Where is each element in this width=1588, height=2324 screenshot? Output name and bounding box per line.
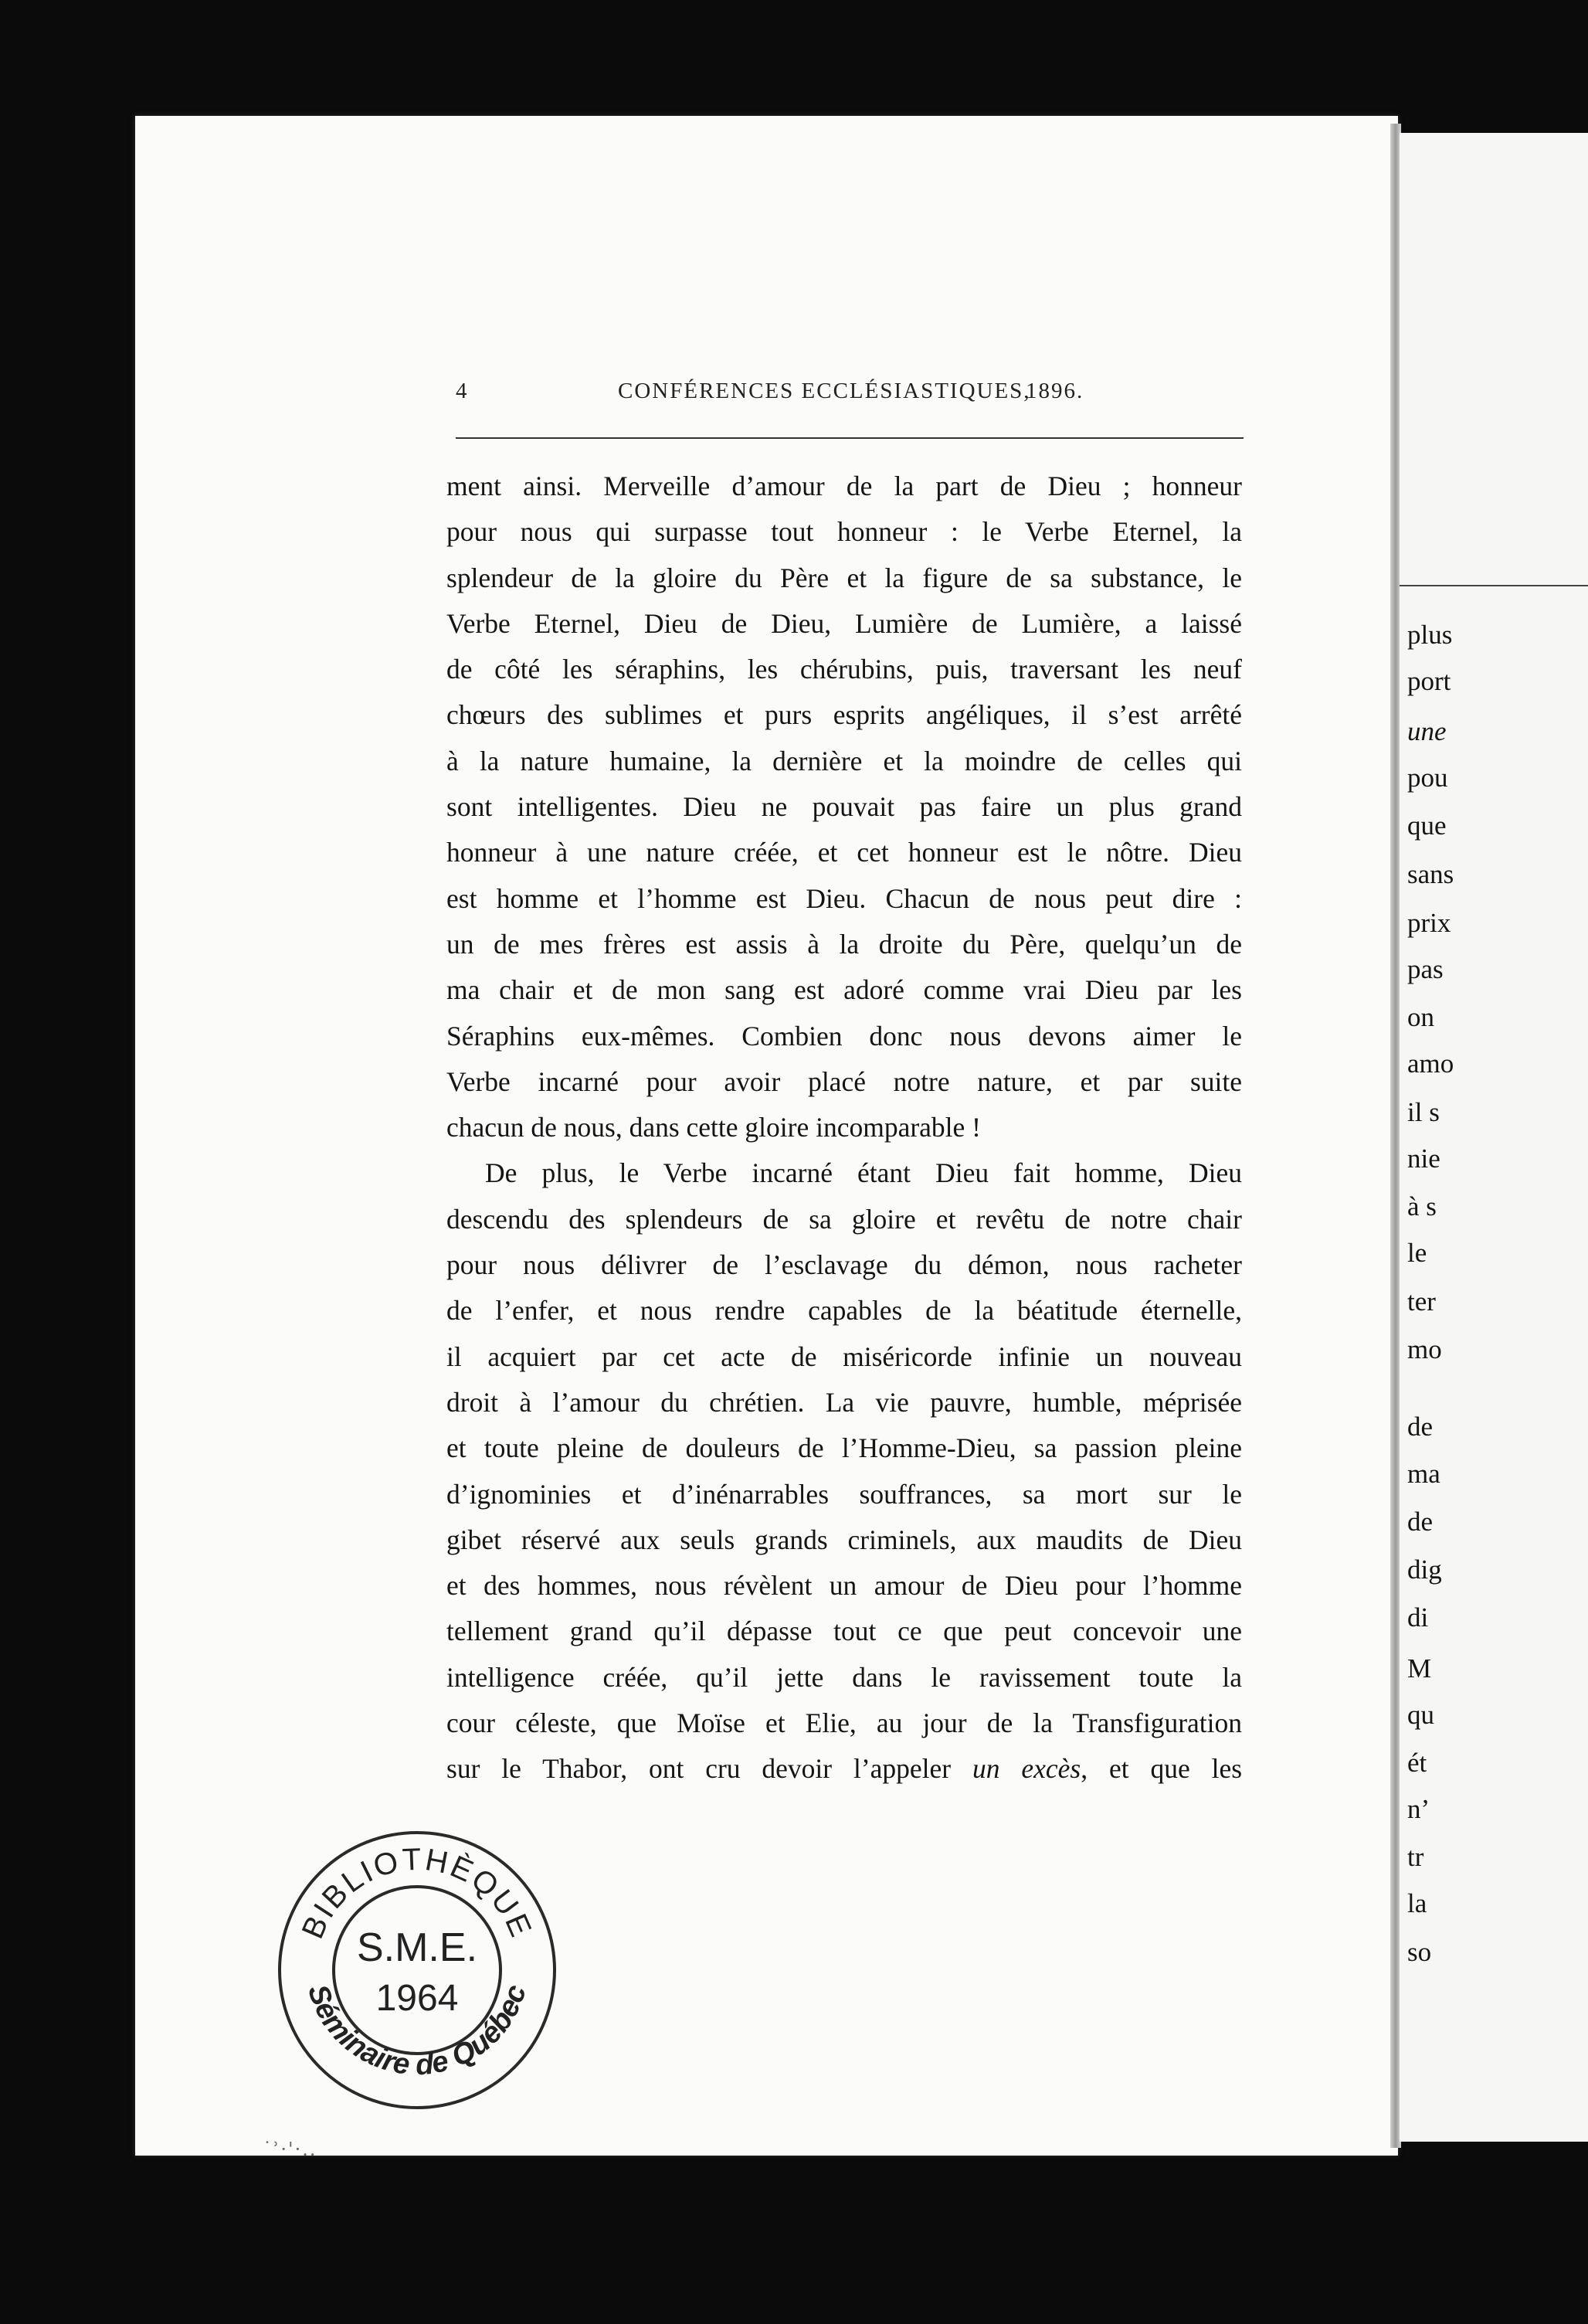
running-head-title: CONFÉRENCES ECCLÉSIASTIQUES, <box>618 379 1031 403</box>
right-page-fragment: prix <box>1407 908 1451 938</box>
text-line: De plus, le Verbe incarné étant Dieu fait homme, Dieu <box>485 1157 1242 1189</box>
right-page-fragment: le <box>1407 1238 1427 1268</box>
right-page-fragment: une <box>1407 716 1447 746</box>
right-page-fragment: la <box>1407 1888 1427 1918</box>
text-line: descendu des splendeurs de sa gloire et revêtu de notre chair <box>446 1203 1242 1235</box>
text-line: ment ainsi. Merveille d’amour de la part de Dieu ; honneur <box>446 471 1242 501</box>
text-line: un de mes frères est assis à la droite du Père, quelqu’un de <box>446 928 1242 960</box>
text-line-final <box>446 1746 1242 1792</box>
stamp-year: 1964 <box>375 1978 459 2019</box>
right-page-fragment: qu <box>1407 1700 1434 1730</box>
right-page-fragment: M <box>1407 1653 1432 1684</box>
text-line: pour nous délivrer de l’esclavage du démon, nous racheter <box>446 1249 1242 1281</box>
right-page-fragment: tr <box>1407 1842 1424 1872</box>
book-page-right <box>1400 133 1588 2142</box>
text-line: est homme et l’homme est Dieu. Chacun de nous peut dire : <box>446 882 1242 914</box>
right-page-fragment: plus <box>1407 620 1453 650</box>
text-line: pour nous qui surpasse tout honneur : le Verbe Eternel, la <box>446 516 1242 548</box>
stamp-bottom-text: Séminaire de Québec <box>300 1980 533 2082</box>
text-line: Séraphins eux-mêmes. Combien donc nous devons aimer le <box>446 1020 1242 1052</box>
right-page-fragment: il s <box>1407 1097 1440 1127</box>
text-line: honneur à une nature créée, et cet honneur est le nôtre. Dieu <box>446 837 1242 868</box>
library-stamp <box>263 1816 572 2125</box>
right-page-header-rule <box>1400 585 1588 586</box>
text-line: ma chair et de mon sang est adoré comme vrai Dieu par les <box>446 974 1242 1006</box>
text-line: tellement grand qu’il dépasse tout ce que peut concevoir une <box>446 1616 1242 1647</box>
text-line: d’ignominies et d’inénarrables souffrances, sa mort sur le <box>446 1478 1242 1510</box>
text-span: , et que les <box>1081 1753 1243 1785</box>
paragraph-1 <box>446 464 1242 1150</box>
right-page-fragment: sans <box>1407 859 1454 889</box>
right-page-fragment: de <box>1407 1507 1434 1537</box>
stamp-center-text: S.M.E. <box>356 1925 478 1970</box>
right-page-fragment: on <box>1407 1002 1434 1032</box>
text-line: il acquiert par cet acte de miséricorde infinie un nouveau <box>446 1340 1242 1372</box>
ink-smudge: ˙ʾ·ꞌ·.. <box>263 2139 317 2160</box>
right-page-fragment: pou <box>1407 763 1448 793</box>
text-line: chœurs des sublimes et purs esprits angéliques, il s’est arrêté <box>446 699 1242 731</box>
text-line: de l’enfer, et nous rendre capables de la béatitude éternelle, <box>446 1295 1242 1327</box>
right-page-fragment: amo <box>1407 1048 1454 1079</box>
right-page-fragment: pas <box>1407 954 1444 984</box>
text-line: Verbe incarné pour avoir placé notre nature, et par suite <box>446 1065 1242 1097</box>
text-line: sont intelligentes. Dieu ne pouvait pas faire un plus grand <box>446 791 1242 823</box>
right-page-fragment: à s <box>1407 1191 1437 1221</box>
header-rule <box>456 437 1244 439</box>
text-span: sur le Thabor, ont cru devoir l’appeler <box>446 1753 972 1785</box>
right-page-fragment: ter <box>1407 1286 1436 1317</box>
text-line: intelligence créée, qu’il jette dans le ravissement toute la <box>446 1661 1242 1693</box>
right-page-fragment: nie <box>1407 1143 1440 1174</box>
italic-phrase: un excès <box>972 1753 1081 1785</box>
paragraph-2 <box>446 1150 1242 1792</box>
text-line: droit à l’amour du chrétien. La vie pauvre, humble, méprisée <box>446 1386 1242 1418</box>
right-page-fragment: port <box>1407 666 1451 696</box>
text-line: et toute pleine de douleurs de l’Homme-Dieu, sa passion pleine <box>446 1432 1242 1464</box>
text-line: chacun de nous, dans cette gloire incomparable ! <box>446 1112 981 1143</box>
right-page-fragment: dig <box>1407 1554 1442 1585</box>
right-page-fragment: so <box>1407 1937 1432 1967</box>
right-page-fragment: que <box>1407 810 1447 841</box>
right-page-fragment: ét <box>1407 1748 1427 1778</box>
text-line: cour céleste, que Moïse et Elie, au jour de la Transfiguration <box>446 1707 1242 1739</box>
right-page-fragment: di <box>1407 1602 1429 1633</box>
text-line: à la nature humaine, la dernière et la moindre de celles qui <box>446 745 1242 776</box>
text-line: gibet réservé aux seuls grands criminels, aux maudits de Dieu <box>446 1524 1242 1555</box>
text-line: de côté les séraphins, les chérubins, puis, traversant les neuf <box>446 654 1242 685</box>
text-line: splendeur de la gloire du Père et la figure de sa substance, le <box>446 562 1242 593</box>
running-head-year: 1896. <box>1026 379 1084 403</box>
text-line: et des hommes, nous révèlent un amour de Dieu pour l’homme <box>446 1570 1242 1602</box>
stamp-top-text: BIBLIOTHÈQUE <box>295 1842 539 1944</box>
right-page-fragment: n’ <box>1407 1794 1430 1824</box>
text-line: Verbe Eternel, Dieu de Dieu, Lumière de Lumière, a laissé <box>446 607 1242 639</box>
right-page-fragment: de <box>1407 1412 1434 1442</box>
right-page-fragment: mo <box>1407 1334 1442 1364</box>
body-text <box>446 464 1242 1792</box>
right-page-fragment: ma <box>1407 1459 1440 1489</box>
page-number: 4 <box>456 379 469 403</box>
